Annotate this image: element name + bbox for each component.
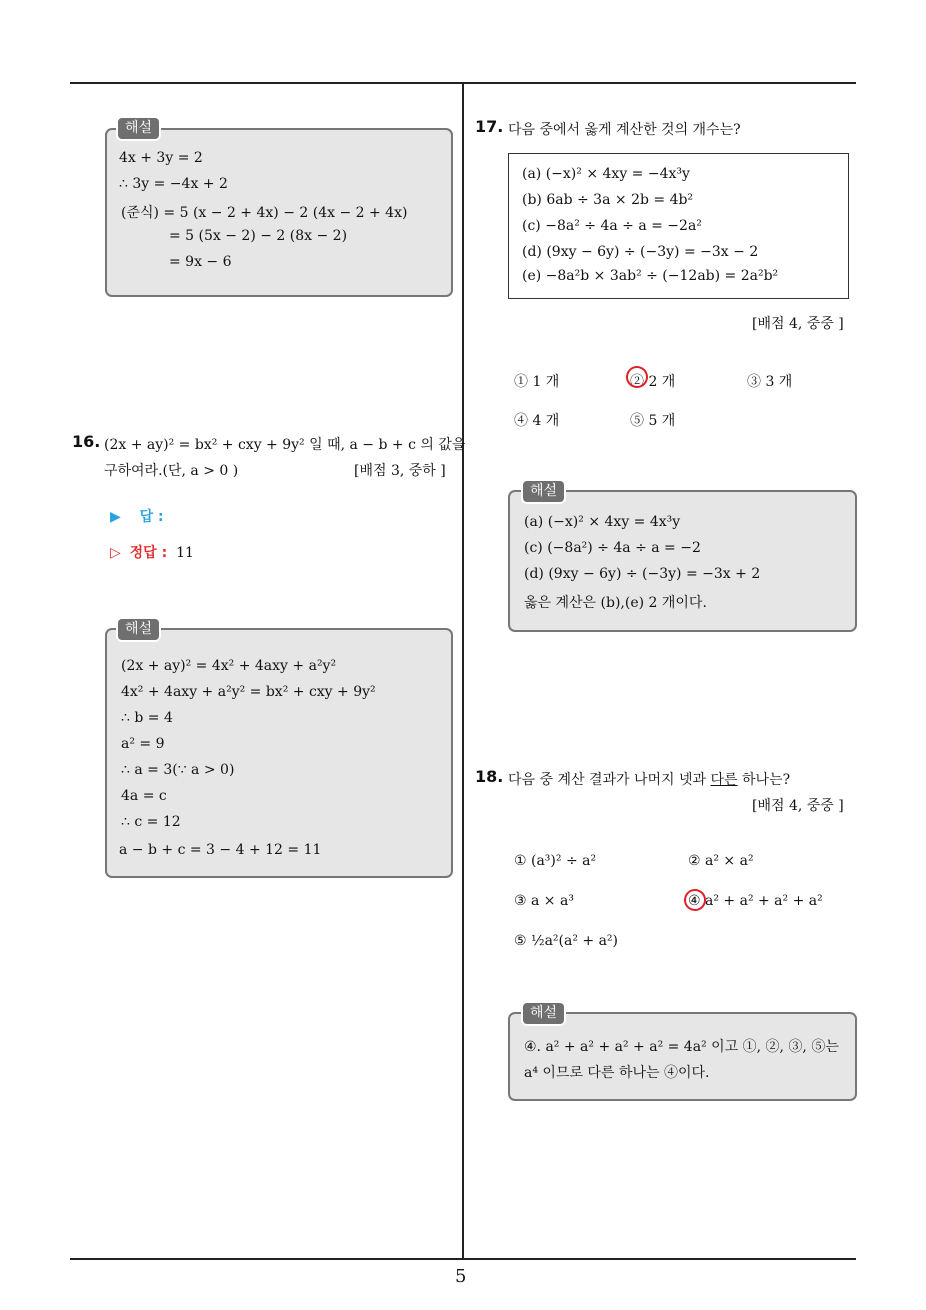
question-18-text-pre: 다음 중 계산 결과가 나머지 넷과 <box>508 772 711 788</box>
play-arrow-icon: ▶ <box>110 509 121 525</box>
outline-arrow-icon: ▷ <box>110 545 121 561</box>
solution-line: = 5 (5x − 2) − 2 (8x − 2) <box>169 228 348 244</box>
solution-line: (c) (−8a²) ÷ 4a ÷ a = −2 <box>524 540 701 556</box>
option-17-2[interactable]: ② 2 개 <box>630 374 676 390</box>
question-number-17: 17. <box>475 117 504 136</box>
column-divider <box>462 82 464 1259</box>
option-18-1[interactable]: ① (a³)² ÷ a² <box>514 853 597 869</box>
correct-answer-row <box>110 542 194 562</box>
correct-value: 11 <box>176 545 194 561</box>
option-17-3[interactable]: ③ 3 개 <box>747 374 793 390</box>
option-18-5[interactable]: ⑤ ½a²(a² + a²) <box>514 933 619 949</box>
solution-line: = 9x − 6 <box>169 254 232 270</box>
solution-line: a − b + c = 3 − 4 + 12 = 11 <box>119 842 322 858</box>
statement-e: (e) −8a²b × 3ab² ÷ (−12ab) = 2a²b² <box>522 268 779 284</box>
solution-tag: 해설 <box>521 1001 566 1026</box>
statement-d: (d) (9xy − 6y) ÷ (−3y) = −3x − 2 <box>522 244 759 260</box>
solution-line: 4x + 3y = 2 <box>119 150 203 166</box>
question-17-score: [배점 4, 중중 ] <box>752 316 844 332</box>
question-18-text-post: 하나는? <box>737 772 791 788</box>
question-16-text-1: (2x + ay)² = bx² + cxy + 9y² 일 때, a − b + c 의 값을 <box>104 437 466 453</box>
statement-b: (b) 6ab ÷ 3a × 2b = 4b² <box>522 192 694 208</box>
option-17-1[interactable]: ① 1 개 <box>514 374 560 390</box>
statement-c: (c) −8a² ÷ 4a ÷ a = −2a² <box>522 218 702 234</box>
solution-box-17 <box>508 490 857 632</box>
solution-line: 4x² + 4axy + a²y² = bx² + cxy + 9y² <box>121 684 376 700</box>
solution-line: (a) (−x)² × 4xy = 4x³y <box>524 514 681 530</box>
solution-line: ∴ a = 3(∵ a > 0) <box>121 762 235 778</box>
bottom-rule <box>70 1258 856 1260</box>
option-18-3[interactable]: ③ a × a³ <box>514 893 574 909</box>
question-18-score: [배점 4, 중중 ] <box>752 798 844 814</box>
option-18-4[interactable]: ④ a² + a² + a² + a² <box>688 893 823 909</box>
question-16-text-2: 구하여라.(단, a > 0 ) <box>104 463 239 479</box>
solution-line: ∴ 3y = −4x + 2 <box>119 176 228 192</box>
question-number-16: 16. <box>72 432 101 451</box>
solution-line: a² = 9 <box>121 736 165 752</box>
solution-tag: 해설 <box>116 116 161 141</box>
question-16-score: [배점 3, 중하 ] <box>354 463 446 479</box>
solution-box-16 <box>105 628 453 878</box>
solution-line: ④. a² + a² + a² + a² = 4a² 이고 ①, ②, ③, ⑤는 <box>524 1039 839 1055</box>
option-18-2[interactable]: ② a² × a² <box>688 853 754 869</box>
correct-label: 정답 : <box>129 545 168 561</box>
solution-line: (2x + ay)² = 4x² + 4axy + a²y² <box>121 658 337 674</box>
solution-tag: 해설 <box>116 617 161 642</box>
answer-row <box>110 506 164 526</box>
solution-line: (d) (9xy − 6y) ÷ (−3y) = −3x + 2 <box>524 566 761 582</box>
selected-answer-mark <box>682 887 709 914</box>
question-18-text <box>508 769 790 789</box>
option-17-4[interactable]: ④ 4 개 <box>514 413 560 429</box>
solution-line: (준식) = 5 (x − 2 + 4x) − 2 (4x − 2 + 4x) <box>121 205 408 221</box>
question-17-statements-box <box>508 153 849 299</box>
solution-line: 옳은 계산은 (b),(e) 2 개이다. <box>524 595 707 611</box>
page-number: 5 <box>455 1266 467 1287</box>
solution-tag: 해설 <box>521 479 566 504</box>
solution-line: ∴ c = 12 <box>121 814 181 830</box>
answer-label: 답 : <box>139 509 164 525</box>
solution-line: a⁴ 이므로 다른 하나는 ④이다. <box>524 1065 710 1081</box>
solution-line: ∴ b = 4 <box>121 710 173 726</box>
solution-line: 4a = c <box>121 788 167 804</box>
statement-a: (a) (−x)² × 4xy = −4x³y <box>522 166 690 182</box>
solution-box-15 <box>105 128 453 297</box>
question-18-text-underlined: 다른 <box>710 772 738 788</box>
option-17-5[interactable]: ⑤ 5 개 <box>630 413 676 429</box>
question-17-text: 다음 중에서 옳게 계산한 것의 개수는? <box>508 122 741 138</box>
question-number-18: 18. <box>475 767 504 786</box>
